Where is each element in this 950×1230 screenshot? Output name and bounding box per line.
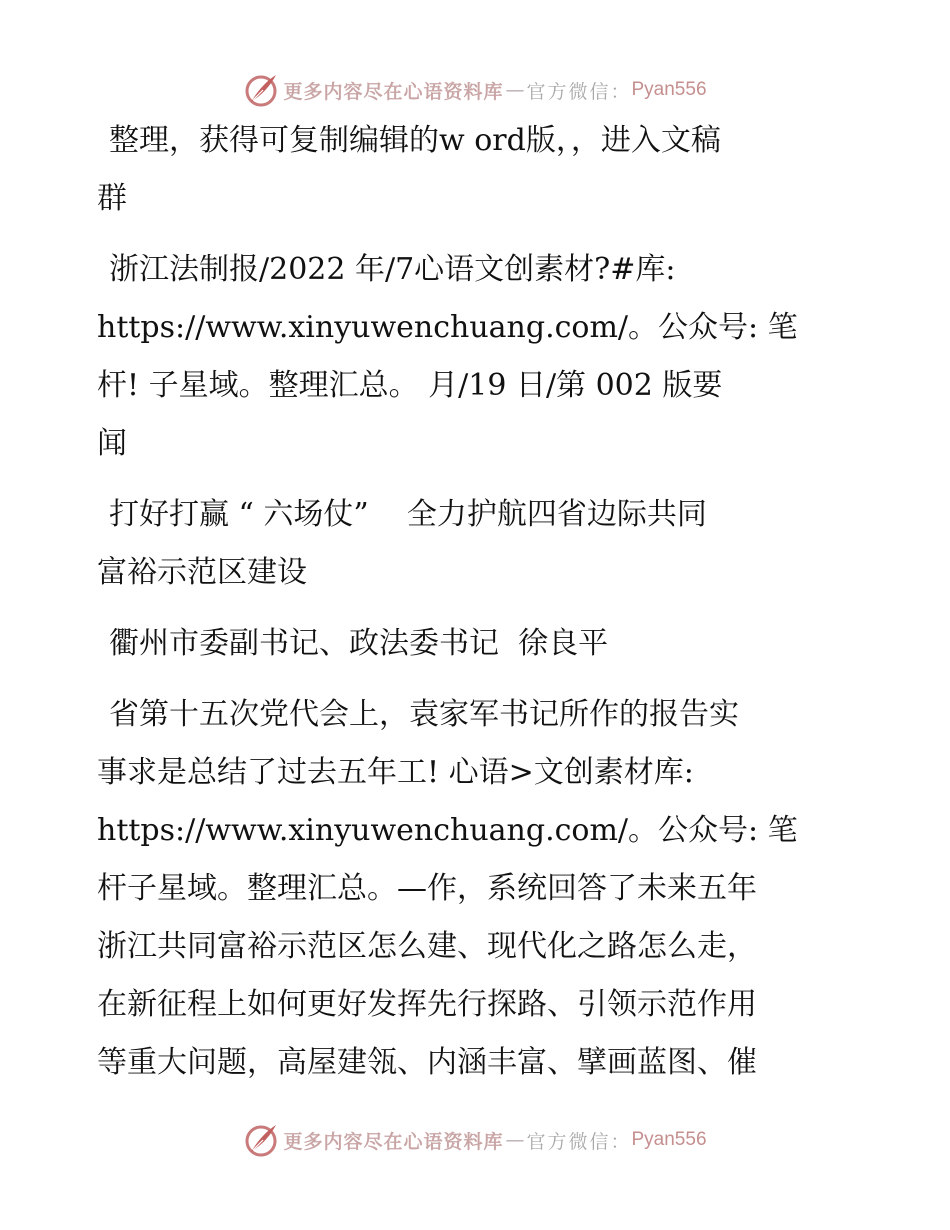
- text-line: 衢州市委副书记、政法委书记 徐良平: [109, 626, 609, 661]
- text-line: 闻: [97, 426, 127, 461]
- text-line: 富裕示范区建设: [97, 555, 307, 590]
- paragraph-body: [97, 686, 867, 1092]
- text-line: https://www.xinyuwenchuang.com/。公众号: 笔: [97, 310, 798, 345]
- paragraph-1: [97, 112, 867, 228]
- text-line: 浙江共同富裕示范区怎么建、现代化之路怎么走，: [97, 929, 757, 964]
- watermark-banner-bottom: [0, 1120, 950, 1160]
- watermark-account: Pyan556: [631, 79, 707, 100]
- article-title: [97, 486, 867, 602]
- watermark-dash: —: [505, 79, 525, 101]
- watermark-dash: —: [505, 1129, 525, 1151]
- watermark-site-text: 更多内容尽在心语资料库: [283, 1130, 504, 1153]
- text-line: 整理，获得可复制编辑的w ord版，，进入文稿: [109, 123, 721, 158]
- text-line: 杆子星域。整理汇总。—作，系统回答了未来五年: [97, 871, 757, 906]
- text-line: 打好打赢 “ 六场仗” 全力护航四省边际共同: [109, 497, 707, 532]
- text-line: 事求是总结了过去五年工! 心语>文创素材库:: [97, 755, 694, 790]
- red-feather-pen-logo-icon: [243, 72, 279, 108]
- text-line: 群: [97, 181, 127, 216]
- text-line: 等重大问题，高屋建瓴、内涵丰富、擘画蓝图、催: [97, 1045, 757, 1080]
- watermark-site-text: 更多内容尽在心语资料库: [283, 80, 504, 103]
- text-line: https://www.xinyuwenchuang.com/。公众号: 笔: [97, 813, 798, 848]
- paragraph-2: [97, 241, 867, 473]
- watermark-wechat-label: 官方微信：: [526, 80, 632, 103]
- text-line: 杆! 子星域。整理汇总。 月/19 日/第 002 版要: [97, 368, 723, 403]
- red-feather-pen-logo-icon: [243, 1122, 279, 1158]
- text-line: 在新征程上如何更好发挥先行探路、引领示范作用: [97, 987, 757, 1022]
- watermark-account: Pyan556: [631, 1129, 707, 1150]
- text-line: 省第十五次党代会上，袁家军书记所作的报告实: [109, 697, 739, 732]
- document-body: [97, 112, 867, 1105]
- watermark-wechat-label: 官方微信：: [526, 1130, 632, 1153]
- text-line: 浙江法制报/2022 年/7心语文创素材?#库:: [109, 252, 676, 287]
- watermark-banner-top: [0, 70, 950, 110]
- author-line: [97, 615, 867, 673]
